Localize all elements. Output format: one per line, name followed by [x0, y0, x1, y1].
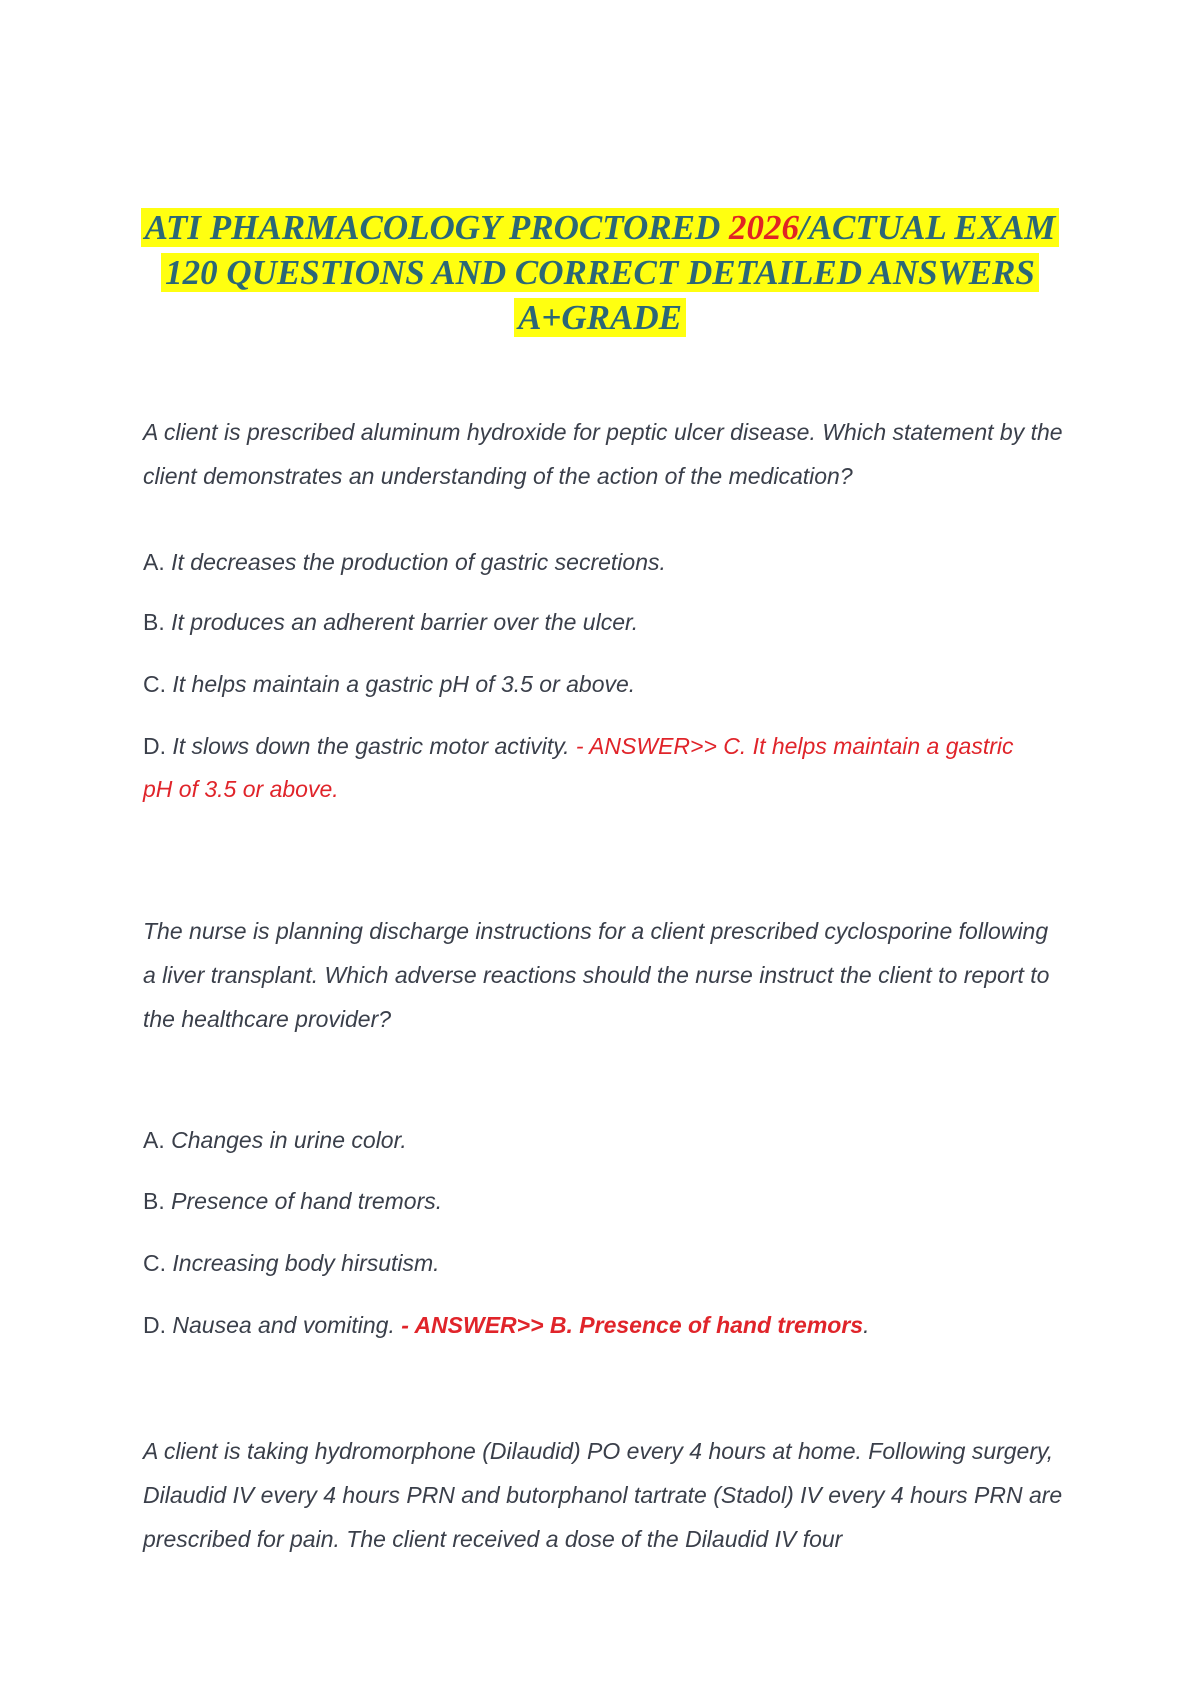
question-1-option-d: D. It slows down the gastric motor activity. - ANSWER>> C. It helps maintain a gastric: [143, 733, 1014, 759]
question-2-option-c: C. Increasing body hirsutism.: [143, 1250, 440, 1276]
question-2-option-a: A. Changes in urine color.: [143, 1127, 407, 1153]
document-title: [130, 205, 1070, 340]
title-line-1: ATI PHARMACOLOGY PROCTORED 2026/ACTUAL EXAM: [141, 208, 1060, 247]
question-1-answer-continued: pH of 3.5 or above.: [143, 776, 339, 802]
question-3-text: A client is taking hydromorphone (Dilaudid) PO every 4 hours at home. Following surgery, Dilaudid IV every 4 hours PRN and butorphanol tartrate (Stadol) IV every 4 hours PRN are prescribed for pain. The client received a dose of the Dilaudid IV four: [143, 1438, 1063, 1552]
question-2-option-d: D. Nausea and vomiting. - ANSWER>> B. Presence of hand tremors.: [143, 1312, 870, 1338]
title-line-2: 120 QUESTIONS AND CORRECT DETAILED ANSWERS: [161, 253, 1039, 292]
question-2-answer: - ANSWER>> B. Presence of hand tremors: [394, 1312, 864, 1338]
question-1-answer: - ANSWER>> C. It helps maintain a gastric: [569, 733, 1014, 759]
question-2-text: The nurse is planning discharge instructions for a client prescribed cyclosporine following a liver transplant. Which adverse reactions should the nurse instruct the client to report to the healthcare provider?: [143, 918, 1050, 1032]
question-1-option-a: A. It decreases the production of gastric secretions.: [143, 549, 666, 575]
question-1-text: A client is prescribed aluminum hydroxide for peptic ulcer disease. Which statement by the client demonstrates an understanding of the action of the medication?: [143, 419, 1063, 489]
question-1-option-c: C. It helps maintain a gastric pH of 3.5 or above.: [143, 671, 636, 697]
title-year: 2026: [728, 208, 799, 247]
question-1-option-b: B. It produces an adherent barrier over the ulcer.: [143, 609, 639, 635]
title-line-3: A+GRADE: [514, 298, 686, 337]
question-2-option-b: B. Presence of hand tremors.: [143, 1188, 443, 1214]
